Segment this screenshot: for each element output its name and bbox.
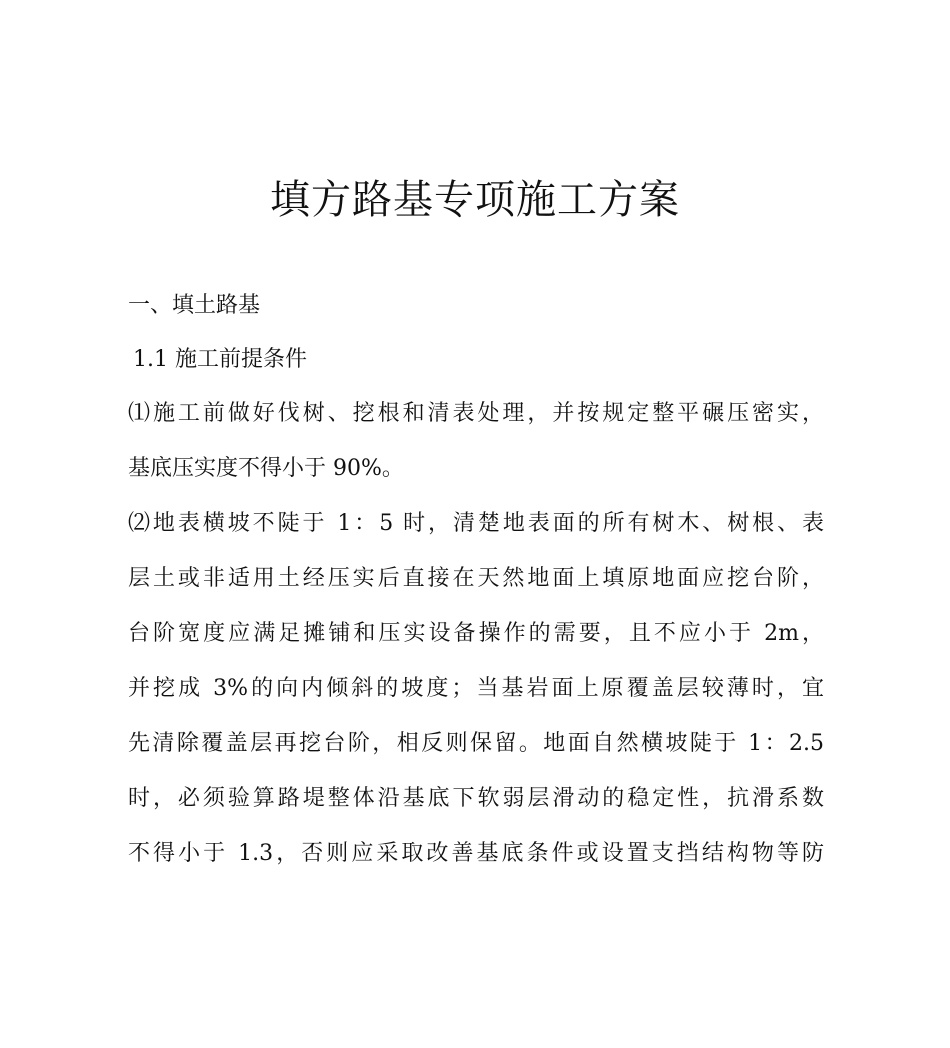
item1-line-1: ⑴施工前做好伐树、挖根和清表处理，并按规定整平碾压密实，: [128, 401, 824, 426]
item2-line-2: 层土或非适用土经压实后直接在天然地面上填原地面应挖台阶，: [128, 566, 824, 591]
document-title: 填方路基专项施工方案: [270, 177, 680, 223]
item2-line-4: 并挖成 3%的向内倾斜的坡度；当基岩面上原覆盖层较薄时，宜: [128, 676, 824, 701]
item2-line-3: 台阶宽度应满足摊铺和压实设备操作的需要，且不应小于 2m，: [128, 621, 824, 646]
item2-line-7: 不得小于 1.3，否则应采取改善基底条件或设置支挡结构物等防: [128, 841, 824, 866]
subsection-heading: 1.1 施工前提条件: [133, 347, 307, 372]
item1-line-2: 基底压实度不得小于 90%。: [128, 456, 404, 481]
item2-line-1: ⑵地表横坡不陡于 1：5 时，清楚地表面的所有树木、树根、表: [128, 511, 824, 536]
section-heading: 一、填土路基: [128, 293, 261, 318]
item2-line-5: 先清除覆盖层再挖台阶，相反则保留。地面自然横坡陡于 1：2.5: [128, 731, 824, 756]
item2-line-6: 时，必须验算路堤整体沿基底下软弱层滑动的稳定性，抗滑系数: [128, 786, 824, 811]
